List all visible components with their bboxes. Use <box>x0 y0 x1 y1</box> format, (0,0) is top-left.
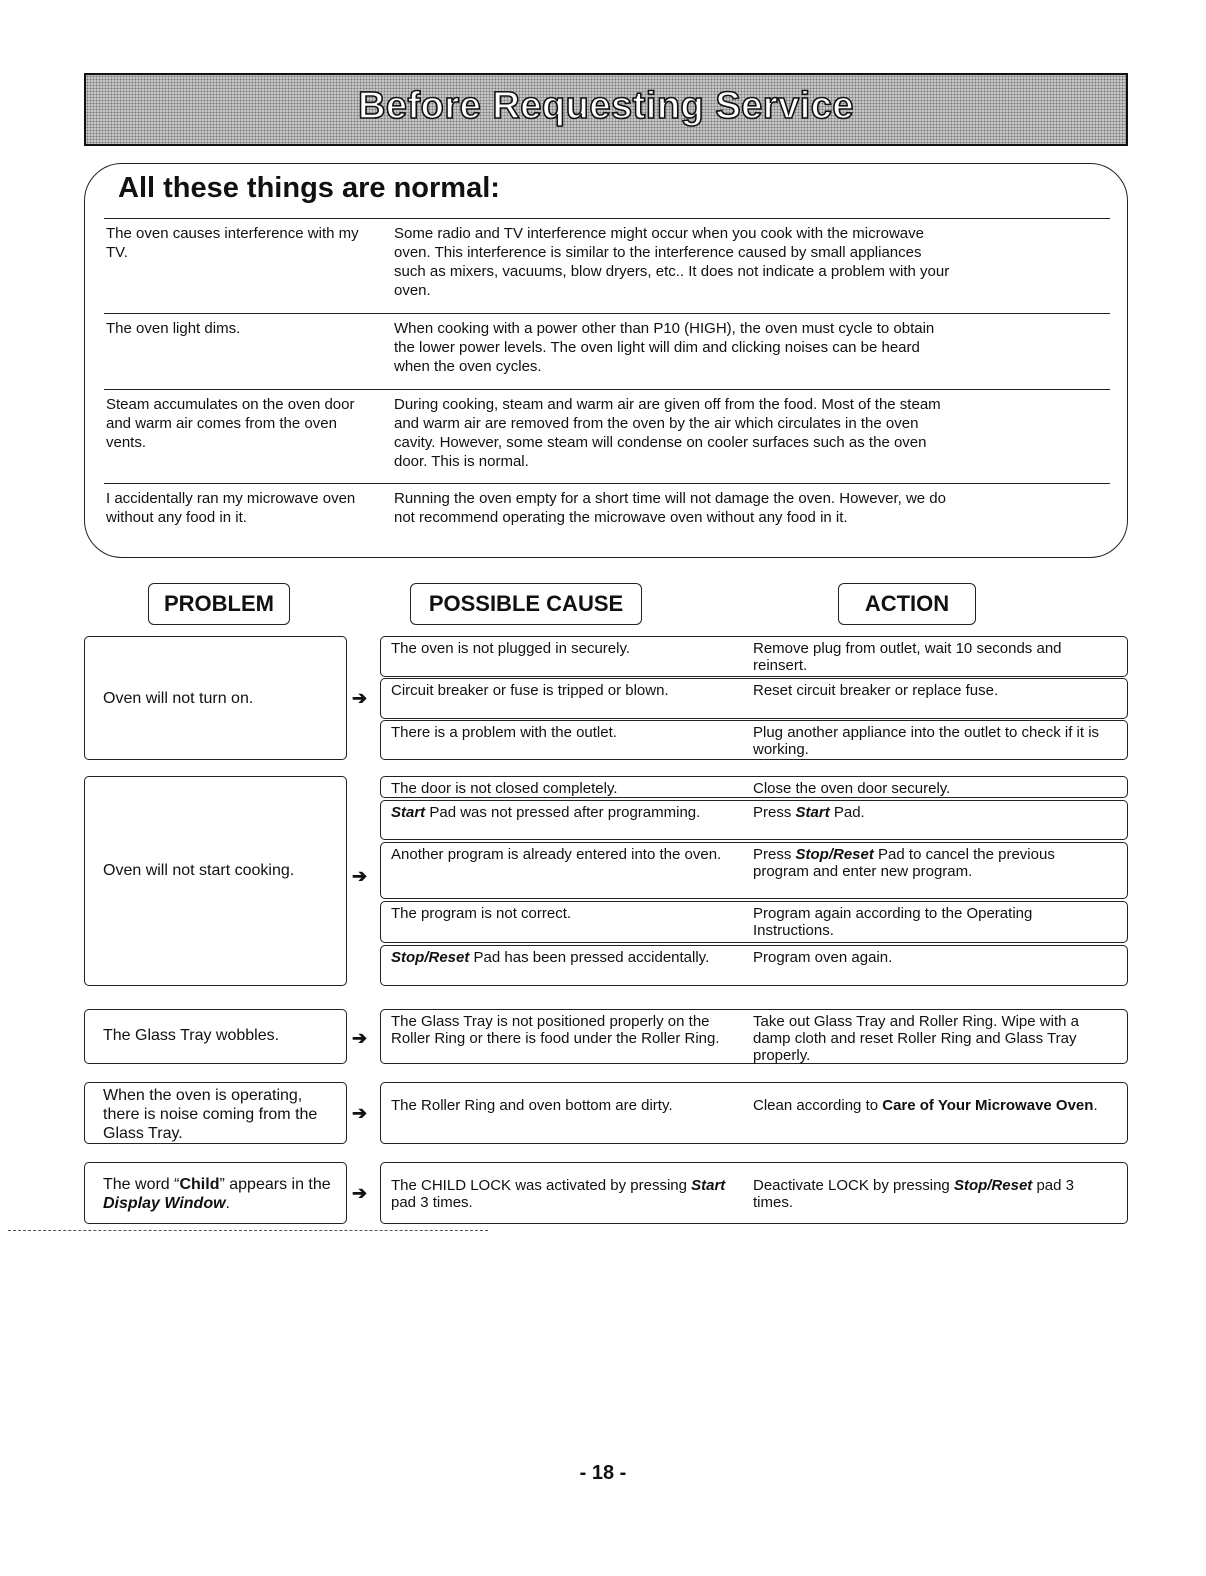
problem-text: Oven will not turn on. <box>103 690 254 707</box>
cause-text <box>391 1177 731 1211</box>
cause-row <box>380 776 1128 798</box>
cause-row <box>380 1082 1128 1144</box>
problem-box <box>84 776 347 986</box>
action-header: ACTION <box>838 583 976 625</box>
action-text: Reset circuit breaker or replace fuse. <box>753 682 999 699</box>
cause-row <box>380 1009 1128 1064</box>
arrow-icon: ➔ <box>352 688 368 708</box>
care-section-ref: Care of Your Microwave Oven <box>882 1097 1094 1114</box>
problem-pre: The word “ <box>103 1176 180 1193</box>
action-text <box>753 846 1113 880</box>
problem-header: PROBLEM <box>148 583 290 625</box>
cause-row <box>380 945 1128 986</box>
normal-question: I accidentally ran my microwave oven without any food in it. <box>106 490 356 526</box>
start-pad-label: Start <box>391 804 426 821</box>
start-pad-label: Start <box>795 804 830 821</box>
normal-answer: Some radio and TV interference might occur when you cook with the microwave oven. This interference is similar to the interference caused by small appliances such as mixers, vacuums, blow dryers, etc.. It does not indicate a problem with your oven. <box>394 225 950 299</box>
action-post: Pad to cancel the previous program and enter new program. <box>753 846 1055 880</box>
cause-row <box>380 678 1128 719</box>
action-text: Remove plug from outlet, wait 10 seconds and reinsert. <box>753 640 1062 674</box>
stop-reset-pad-label: Stop/Reset <box>391 949 470 966</box>
cause-post: pad 3 times. <box>391 1194 473 1211</box>
normal-section-title: All these things are normal: <box>118 172 500 204</box>
possible-cause-header: POSSIBLE CAUSE <box>410 583 642 625</box>
action-text <box>753 804 1113 821</box>
action-text: Close the oven door securely. <box>753 780 951 797</box>
normal-answer: When cooking with a power other than P10 (HIGH), the oven must cycle to obtain the lower power levels. The oven light will dim and clicking noises can be heard when the oven cycles. <box>394 320 935 375</box>
divider <box>8 1230 488 1231</box>
action-text: Program oven again. <box>753 949 893 966</box>
problem-text: When the oven is operating, there is noise coming from the Glass Tray. <box>103 1087 318 1142</box>
cause-text: Circuit breaker or fuse is tripped or blown. <box>391 682 669 699</box>
child-word: Child <box>179 1176 220 1193</box>
cause-text: There is a problem with the outlet. <box>391 724 617 741</box>
problem-text: Oven will not start cooking. <box>103 862 295 879</box>
arrow-icon: ➔ <box>352 866 368 886</box>
action-post: . <box>1093 1097 1098 1114</box>
normal-row <box>104 218 1110 310</box>
normal-row <box>104 483 1110 553</box>
start-pad-label: Start <box>691 1177 726 1194</box>
page-title: Before Requesting Service <box>357 85 855 127</box>
cause-text: The oven is not plugged in securely. <box>391 640 631 657</box>
cause-row <box>380 720 1128 760</box>
stop-reset-pad-label: Stop/Reset <box>953 1177 1033 1194</box>
normal-question: The oven light dims. <box>106 320 241 337</box>
normal-row <box>104 389 1110 481</box>
arrow-icon: ➔ <box>352 1028 368 1048</box>
normal-answer: Running the oven empty for a short time will not damage the oven. However, we do not recommend operating the microwave oven without any food in it. <box>394 490 946 526</box>
cause-row <box>380 1162 1128 1224</box>
cause-pre: The CHILD LOCK was activated by pressing <box>391 1177 692 1194</box>
normal-answer: During cooking, steam and warm air are given off from the food. Most of the steam and warm air are removed from the oven by the air which circulates in the oven cavity. However, some steam will condense on cooler surfaces such as the oven door. This is normal. <box>394 396 941 470</box>
action-text: Take out Glass Tray and Roller Ring. Wipe with a damp cloth and reset Roller Ring and Glass Tray properly. <box>753 1013 1079 1064</box>
cause-rest: Pad was not pressed after programming. <box>425 804 701 821</box>
cause-row <box>380 800 1128 840</box>
action-post: pad 3 times. <box>753 1177 1075 1211</box>
cause-row <box>380 636 1128 677</box>
problem-box <box>84 636 347 760</box>
cause-row <box>380 842 1128 899</box>
cause-text: The Glass Tray is not positioned properly on the Roller Ring or there is food under the Roller Ring. <box>391 1013 720 1047</box>
action-text: Program again according to the Operating Instructions. <box>753 905 1033 939</box>
page-number: - 18 - <box>579 1462 627 1484</box>
header-banner <box>84 73 1128 146</box>
action-pre: Clean according to <box>753 1097 883 1114</box>
cause-text: Another program is already entered into the oven. <box>391 846 722 863</box>
cause-text: The Roller Ring and oven bottom are dirty. <box>391 1097 673 1114</box>
action-text <box>753 1177 1113 1211</box>
action-text <box>753 1097 1113 1114</box>
action-pre: Deactivate LOCK by pressing <box>753 1177 954 1194</box>
display-window-label: Display Window <box>103 1195 226 1212</box>
action-pre: Press <box>753 846 796 863</box>
cause-text: The door is not closed completely. <box>391 780 618 797</box>
problem-box <box>84 1162 347 1224</box>
problem-box <box>84 1082 347 1144</box>
action-text: Plug another appliance into the outlet to check if it is working. <box>753 724 1100 758</box>
problem-box <box>84 1009 347 1064</box>
cause-text <box>391 804 731 821</box>
arrow-icon: ➔ <box>352 1103 368 1123</box>
normal-row <box>104 313 1110 386</box>
cause-row <box>380 901 1128 943</box>
arrow-icon: ➔ <box>352 1183 368 1203</box>
action-post: Pad. <box>829 804 865 821</box>
cause-rest: Pad has been pressed accidentally. <box>469 949 710 966</box>
normal-question: Steam accumulates on the oven door and warm air comes from the oven vents. <box>106 396 355 451</box>
cause-text: The program is not correct. <box>391 905 572 922</box>
stop-reset-pad-label: Stop/Reset <box>795 846 874 863</box>
cause-text <box>391 949 731 966</box>
problem-text: The Glass Tray wobbles. <box>103 1027 280 1044</box>
problem-text <box>103 1175 338 1213</box>
action-pre: Press <box>753 804 796 821</box>
normal-question: The oven causes interference with my TV. <box>106 225 359 261</box>
problem-post: . <box>225 1195 230 1212</box>
problem-mid: ” appears in the <box>219 1176 331 1193</box>
